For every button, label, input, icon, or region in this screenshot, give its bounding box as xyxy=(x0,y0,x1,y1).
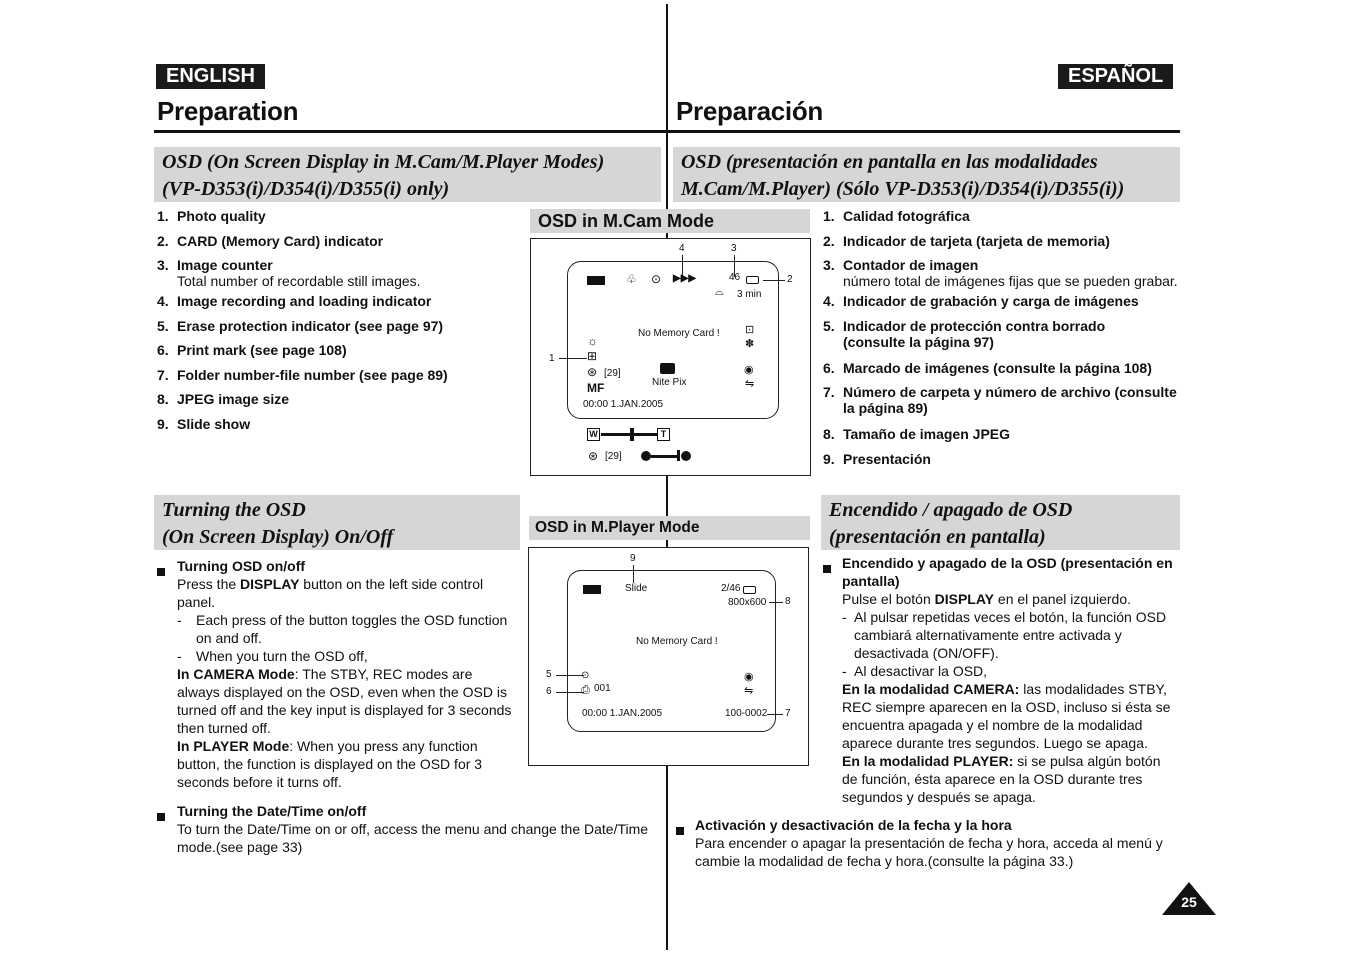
language-label-spanish: ESPAÑOL xyxy=(1058,64,1173,89)
slide-show-label: Slide xyxy=(625,583,648,594)
section-title-line: Turning the OSD xyxy=(162,499,306,521)
paragraph: Press the DISPLAY button on the left side control panel. xyxy=(177,576,484,610)
list-item: 5. Erase protection indicator (see page 97) xyxy=(157,317,444,334)
list-item: 1. Photo quality xyxy=(157,208,266,224)
paragraph: In PLAYER Mode: When you press any function button, the function is displayed on the OSD for 3 seconds before it turns off. xyxy=(177,738,483,790)
callout-6: 6 xyxy=(546,686,552,697)
callout-9: 9 xyxy=(630,553,636,564)
leader-line xyxy=(633,565,634,583)
osd-mplayer-heading: OSD in M.Player Mode xyxy=(529,516,810,540)
leader-line xyxy=(559,358,587,359)
bullet-icon xyxy=(823,565,831,573)
osd-item-list-spanish xyxy=(823,208,1183,475)
language-label-english: ENGLISH xyxy=(156,64,265,89)
list-item: 4. Image recording and loading indicator xyxy=(157,293,432,309)
photo-quality-icon: ♧ xyxy=(626,272,637,286)
bullet-icon xyxy=(157,813,165,821)
section-title-osd-english xyxy=(154,147,661,202)
no-memory-card-message: No Memory Card ! xyxy=(638,328,720,339)
dash-item: - When you turn the OSD off, xyxy=(177,648,368,664)
zoom-slider xyxy=(630,428,634,441)
tape-icon: ⌓ xyxy=(715,286,724,298)
callout-7: 7 xyxy=(785,708,791,719)
dash-item: - Al pulsar repetidas veces el botón, la función OSD cambiará alternativamente entre activada y desactivada (ON/OFF). xyxy=(842,609,1167,661)
image-counter: 2/46 xyxy=(721,583,741,594)
section-title-line: Encendido / apagado de OSD xyxy=(829,499,1073,521)
down-button-icon xyxy=(641,451,651,461)
zoom-wide-label: W xyxy=(587,428,600,441)
turning-osd-block-english xyxy=(157,557,517,791)
list-item: 9. Slide show xyxy=(157,415,251,432)
print-count: 001 xyxy=(594,683,611,694)
folder-file-number: 100-0002 xyxy=(725,708,768,719)
paragraph: En la modalidad PLAYER: si se pulsa algún botón de función, ésta aparece en la OSD durante tres segundos y después se apaga. xyxy=(842,753,1161,805)
date-time-block-spanish xyxy=(676,816,1176,870)
paragraph: Para encender o apagar la presentación de fecha y hora, acceda al menú y cambie la modalidad de fecha y hora.(consulte la página 33.) xyxy=(695,835,1163,869)
osd-mplayer-diagram xyxy=(528,547,809,766)
camera-icon: ⊙ xyxy=(651,272,662,286)
exposure-track xyxy=(651,455,677,458)
list-item: 5. Indicador de protección contra borrado (consulte la página 97) xyxy=(823,317,1106,350)
bullet-title: Activación y desactivación de la fecha y la hora xyxy=(695,817,1012,833)
date-time: 00:00 1.JAN.2005 xyxy=(582,708,663,719)
section-title-line: (presentación en pantalla) xyxy=(829,526,1046,548)
exposure-marker xyxy=(677,450,680,461)
list-item: 8. Tamaño de imagen JPEG xyxy=(823,426,1011,442)
no-memory-card-message: No Memory Card ! xyxy=(636,636,718,647)
osd-mcam-heading: OSD in M.Cam Mode xyxy=(530,209,810,233)
protect-icon: ⊙ xyxy=(581,670,590,681)
list-item: 6. Print mark (see page 108) xyxy=(157,342,347,358)
callout-5: 5 xyxy=(546,669,552,680)
list-item: 3. Image counter Total number of recordable still images. xyxy=(157,257,421,289)
battery-icon xyxy=(583,585,601,594)
list-item: 2. CARD (Memory Card) indicator xyxy=(157,232,384,249)
zoom-tele-label: T xyxy=(657,428,670,441)
paragraph: In CAMERA Mode: The STBY, REC modes are always displayed on the OSD, even when the OSD is turned off and the key input is displayed for 3 seconds then turned off. xyxy=(177,666,512,736)
callout-2: 2 xyxy=(787,274,793,285)
date-time-block-english xyxy=(157,802,657,856)
folder-number: [29] xyxy=(605,451,622,462)
usb-icon: ⇋ xyxy=(745,378,755,390)
shutter-icon: ⊛ xyxy=(587,365,598,379)
section-title-turning-osd-spanish xyxy=(821,495,1180,550)
memory-card-icon xyxy=(746,276,759,284)
page-number: 25 xyxy=(1181,894,1197,910)
mosaic-icon: ✽ xyxy=(745,338,755,350)
section-title-line: M.Cam/M.Player) (Sólo VP-D353(i)/D354(i)/D355(i)) xyxy=(681,178,1125,200)
osd-mcam-diagram xyxy=(530,238,811,476)
print-mark-icon: ⎙ xyxy=(581,684,590,696)
list-item: 7. Folder number-file number (see page 89) xyxy=(157,366,448,383)
dash-item: - Al desactivar la OSD, xyxy=(842,663,988,679)
list-item: 7. Número de carpeta y número de archivo (consulte la página 89) xyxy=(823,384,1177,416)
list-item: 1. Calidad fotográfica xyxy=(823,208,970,224)
leader-line xyxy=(767,714,783,715)
list-item: 4. Indicador de grabación y carga de imágenes xyxy=(823,293,1139,309)
turning-osd-block-spanish xyxy=(823,554,1178,806)
section-title-turning-osd-english xyxy=(154,495,520,550)
nite-pix-label: Nite Pix xyxy=(652,377,687,388)
time-remaining: 3 min xyxy=(737,289,762,300)
paragraph: En la modalidad CAMERA: las modalidades STBY, REC siempre aparecen en la OSD, incluso si ésta se encuentra apagada y el nombre de la modalidad aparece durante tres segundos. Luego se apaga. xyxy=(842,681,1171,751)
list-item: 8. JPEG image size xyxy=(157,391,290,407)
leader-line xyxy=(769,602,783,603)
recording-indicator-icon: ▶▶▶ xyxy=(673,273,697,284)
page-title-english: Preparation xyxy=(157,96,299,126)
leader-line xyxy=(556,675,584,676)
paragraph: Pulse el botón DISPLAY en el panel izquierdo. xyxy=(842,591,1132,607)
nite-pix-icon xyxy=(660,363,675,374)
zoom-track xyxy=(601,433,657,436)
bullet-title: Encendido y apagado de la OSD (presentación en pantalla) xyxy=(842,555,1173,589)
section-title-line: OSD (On Screen Display in M.Cam/M.Player Modes) xyxy=(162,151,605,173)
page-title-spanish: Preparación xyxy=(676,96,823,126)
date-time: 00:00 1.JAN.2005 xyxy=(583,399,664,410)
callout-8: 8 xyxy=(785,596,791,607)
leader-line xyxy=(556,692,584,693)
section-title-osd-spanish xyxy=(673,147,1180,202)
dash-item: - Each press of the button toggles the OSD function on and off. xyxy=(177,612,508,646)
list-item: 3. Contador de imagen número total de imágenes fijas que se pueden grabar. xyxy=(823,257,1178,289)
usb-icon: ⇋ xyxy=(744,685,754,697)
dis-icon: ⊡ xyxy=(745,324,755,336)
leader-line xyxy=(763,280,785,281)
manual-focus-indicator: MF xyxy=(587,381,605,395)
up-button-icon xyxy=(681,451,691,461)
folder-number: [29] xyxy=(604,368,621,379)
image-counter: 46 xyxy=(729,272,741,283)
section-title-line: (VP-D353(i)/D354(i)/D355(i) only) xyxy=(162,178,450,200)
memory-card-icon xyxy=(743,586,756,594)
callout-3: 3 xyxy=(731,243,737,254)
shutter-icon: ⊛ xyxy=(588,449,599,463)
section-title-line: OSD (presentación en pantalla en las modalidades xyxy=(681,151,1098,173)
bullet-icon xyxy=(157,568,165,576)
list-item: 9. Presentación xyxy=(823,450,931,467)
center-divider xyxy=(666,4,668,950)
list-item: 6. Marcado de imágenes (consulte la página 108) xyxy=(823,359,1152,376)
sun-icon: ☼ xyxy=(587,334,598,348)
bullet-title: Turning OSD on/off xyxy=(177,558,306,574)
bullet-icon xyxy=(676,827,684,835)
callout-1: 1 xyxy=(549,353,555,364)
osd-item-list-english xyxy=(157,208,517,440)
remote-icon: ◉ xyxy=(744,671,754,683)
paragraph: To turn the Date/Time on or off, access the menu and change the Date/Time mode.(see page 33) xyxy=(177,821,649,855)
section-title-line: (On Screen Display) On/Off xyxy=(162,526,394,548)
bullet-title: Turning the Date/Time on/off xyxy=(177,803,367,819)
remote-icon: ◉ xyxy=(744,364,754,376)
jpeg-image-size: 800x600 xyxy=(728,597,767,608)
photo-quality-indicator-icon: ⊞ xyxy=(587,349,598,363)
list-item: 2. Indicador de tarjeta (tarjeta de memoria) xyxy=(823,232,1110,249)
callout-4: 4 xyxy=(679,243,685,254)
battery-icon xyxy=(587,276,605,285)
